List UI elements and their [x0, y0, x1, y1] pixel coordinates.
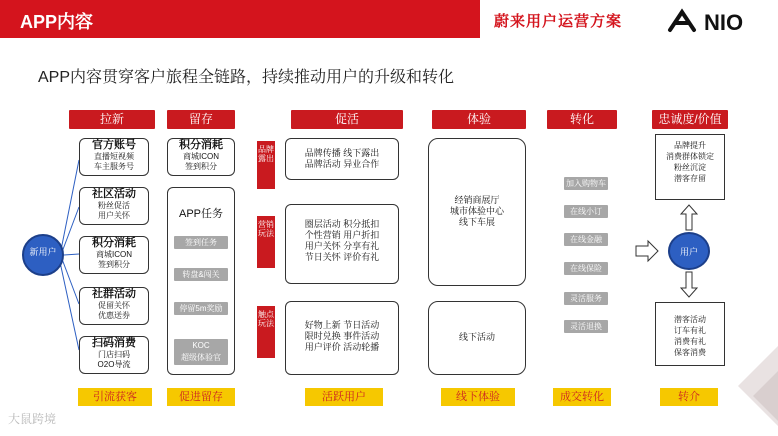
column-header-retain: 留存 — [167, 110, 235, 129]
box-line: 签到积分 — [185, 162, 217, 171]
box-line: 签到积分 — [98, 260, 130, 269]
convert-button-insurance[interactable]: 在线保险 — [564, 262, 608, 275]
box-line: 好物上新 节日活动 — [304, 320, 380, 330]
box-line: 潜客存留 — [674, 174, 706, 183]
activate-box-marketing — [285, 204, 399, 284]
box-line: 经销商展厅 — [454, 195, 500, 205]
column-header-loyalty: 忠诚度/价值 — [652, 110, 728, 129]
box-line: 城市体验中心 — [449, 206, 504, 216]
box-line: 用户评价 活动轮播 — [304, 342, 380, 352]
convert-button-return[interactable]: 灵活退换 — [564, 320, 608, 333]
box-line: 保客消费 — [674, 348, 706, 357]
button-line: 超级体验官 — [181, 353, 221, 362]
box-line: 门店扫码 — [98, 350, 130, 359]
box-line: O2O导流 — [97, 360, 131, 369]
box-line: 线下活动 — [458, 332, 495, 342]
activate-box-brand — [285, 138, 399, 180]
footer-loyalty: 转介 — [660, 388, 718, 406]
section-title: APP内容 — [20, 12, 94, 32]
box-line: 商城ICON — [96, 250, 132, 259]
header-subtitle: 蔚来用户运营方案 — [494, 13, 623, 30]
box-line: 消费群体锁定 — [666, 152, 714, 161]
box-line: 品牌传播 线下露出 — [304, 148, 380, 158]
box-title: 扫码消费 — [92, 337, 136, 349]
activate-box-touchpoint — [285, 301, 399, 375]
box-line: 限时兑换 事件活动 — [304, 331, 380, 341]
acquire-box-points — [79, 236, 149, 274]
experience-box-venues — [428, 138, 526, 286]
box-title: 社区活动 — [92, 188, 136, 200]
box-title: 社群活动 — [92, 288, 136, 300]
box-title: APP任务 — [178, 208, 223, 220]
page-headline: APP内容贯穿客户旅程全链路，持续推动用户的升级和转化 — [38, 69, 455, 86]
box-line: 品牌提升 — [674, 141, 706, 150]
footer-convert: 成交转化 — [553, 388, 611, 406]
box-line: 消费有礼 — [674, 337, 706, 346]
box-line: 商城ICON — [183, 152, 219, 161]
box-line: 车主服务号 — [94, 162, 134, 171]
box-line: 潜客活动 — [674, 315, 706, 324]
retain-button-signin[interactable]: 签到任务 — [174, 236, 228, 249]
convert-button-service[interactable]: 灵活服务 — [564, 292, 608, 305]
watermark: 大鼠跨境 — [8, 412, 57, 426]
box-line: 直播短视频 — [94, 152, 134, 161]
retain-button-wheel[interactable]: 转盘&闯关 — [174, 268, 228, 281]
acquire-box-group — [79, 287, 149, 325]
box-line: 品牌活动 异业合作 — [304, 159, 380, 169]
footer-activate: 活跃用户 — [305, 388, 383, 406]
loyalty-box-top — [655, 134, 725, 200]
box-title: 积分消耗 — [92, 237, 136, 249]
experience-box-events — [428, 301, 526, 375]
retain-box-points — [167, 138, 235, 176]
activate-tag-touchpoint: 触点玩法 — [257, 306, 275, 358]
box-line: 粉丝沉淀 — [674, 163, 706, 172]
activate-tag-marketing: 营销玩法 — [257, 216, 275, 268]
retain-button-koc[interactable] — [174, 339, 228, 365]
box-line: 用户关怀 — [98, 211, 130, 220]
footer-acquire: 引流获客 — [78, 388, 152, 406]
convert-button-deposit[interactable]: 在线小订 — [564, 205, 608, 218]
footer-retain: 促进留存 — [167, 388, 235, 406]
corner-decoration — [708, 326, 778, 436]
column-header-experience: 体验 — [432, 110, 526, 129]
column-header-convert: 转化 — [547, 110, 617, 129]
box-line: 粉丝促活 — [98, 201, 130, 210]
user-label: 用户 — [679, 247, 698, 257]
user-node — [668, 232, 710, 270]
column-header-activate: 促活 — [291, 110, 403, 129]
convert-button-cart[interactable]: 加入购物车 — [566, 179, 606, 188]
box-line: 节日关怀 评价有礼 — [304, 252, 380, 262]
box-line: 线下车展 — [458, 217, 495, 227]
box-line: 个性营销 用户折扣 — [304, 230, 380, 240]
box-title: 积分消耗 — [179, 139, 223, 151]
box-line: 圈层活动 积分抵扣 — [304, 219, 380, 229]
brand-wordmark: NIO — [704, 10, 744, 35]
column-header-acquire: 拉新 — [69, 110, 155, 129]
convert-button-finance[interactable]: 在线金融 — [564, 233, 608, 246]
new-user-label: 新用户 — [29, 247, 57, 257]
footer-experience: 线下体验 — [441, 388, 515, 406]
box-line: 订车有礼 — [674, 326, 706, 335]
box-line: 促留关怀 — [98, 301, 130, 310]
activate-tag-brand: 品牌露出 — [257, 141, 275, 189]
new-user-node — [22, 234, 64, 276]
acquire-box-scan — [79, 336, 149, 374]
box-line: 用户关怀 分享有礼 — [304, 241, 380, 251]
button-line: KOC — [192, 341, 210, 350]
box-line: 优惠送券 — [98, 311, 130, 320]
acquire-box-official — [79, 138, 149, 176]
acquire-box-community — [79, 187, 149, 225]
box-title: 官方账号 — [92, 139, 136, 151]
retain-button-stay[interactable]: 停留5m奖励 — [174, 302, 228, 315]
